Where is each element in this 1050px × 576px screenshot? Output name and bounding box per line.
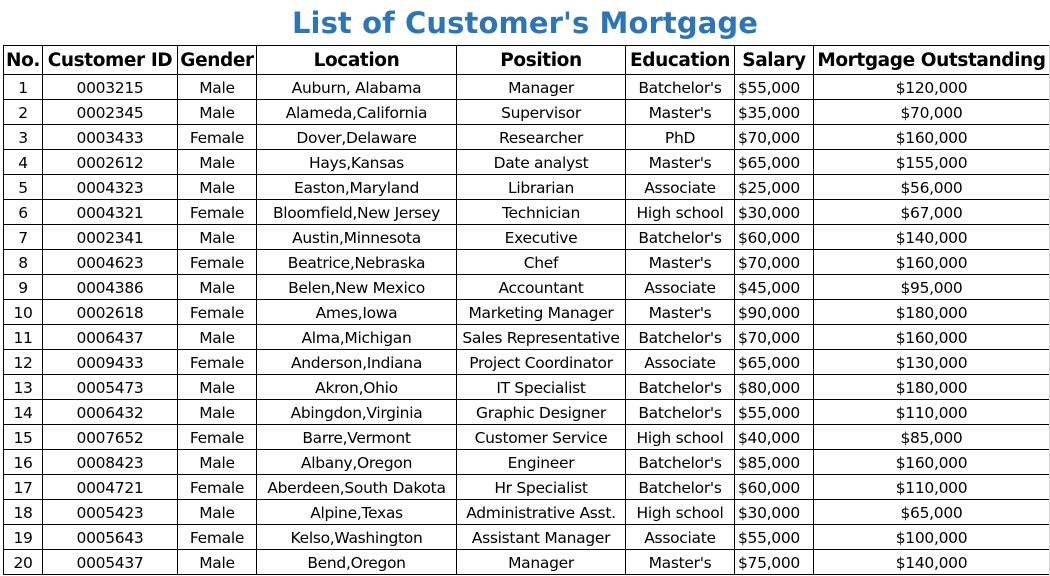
cell-position[interactable]: Librarian: [457, 175, 626, 200]
cell-salary[interactable]: $30,000: [735, 200, 814, 225]
cell-gender[interactable]: Male: [178, 375, 257, 400]
cell-salary[interactable]: $90,000: [735, 300, 814, 325]
cell-customer-id[interactable]: 0002612: [43, 150, 178, 175]
table-row: [4, 525, 1050, 550]
cell-location[interactable]: Akron,Ohio: [257, 375, 457, 400]
sheet-title[interactable]: List of Customer's Mortgage: [291, 6, 759, 40]
cell-education[interactable]: Master's: [626, 550, 735, 575]
cell-no[interactable]: 10: [4, 300, 43, 325]
cell-position[interactable]: Manager: [457, 550, 626, 575]
cell-mortgage-outstanding[interactable]: $160,000: [814, 250, 1050, 275]
cell-gender[interactable]: Male: [178, 500, 257, 525]
table-row: [4, 550, 1050, 575]
cell-customer-id[interactable]: 0006432: [43, 400, 178, 425]
cell-mortgage-outstanding[interactable]: $100,000: [814, 525, 1050, 550]
cell-customer-id[interactable]: 0004321: [43, 200, 178, 225]
table-row: [4, 275, 1050, 300]
cell-location[interactable]: Aberdeen,South Dakota: [257, 475, 457, 500]
cell-salary[interactable]: $65,000: [735, 350, 814, 375]
cell-education[interactable]: Master's: [626, 100, 735, 125]
cell-location[interactable]: Belen,New Mexico: [257, 275, 457, 300]
cell-location[interactable]: Beatrice,Nebraska: [257, 250, 457, 275]
cell-customer-id[interactable]: 0002345: [43, 100, 178, 125]
cell-gender[interactable]: Female: [178, 525, 257, 550]
cell-education[interactable]: Batchelor's: [626, 475, 735, 500]
cell-location[interactable]: Barre,Vermont: [257, 425, 457, 450]
cell-gender[interactable]: Male: [178, 225, 257, 250]
cell-gender[interactable]: Male: [178, 100, 257, 125]
cell-location[interactable]: Auburn, Alabama: [257, 75, 457, 100]
cell-mortgage-outstanding[interactable]: $110,000: [814, 400, 1050, 425]
cell-customer-id[interactable]: 0002341: [43, 225, 178, 250]
cell-salary[interactable]: $25,000: [735, 175, 814, 200]
cell-no[interactable]: 6: [4, 200, 43, 225]
cell-position[interactable]: Executive: [457, 225, 626, 250]
cell-customer-id[interactable]: 0005473: [43, 375, 178, 400]
cell-no[interactable]: 12: [4, 350, 43, 375]
cell-no[interactable]: 15: [4, 425, 43, 450]
cell-salary[interactable]: $65,000: [735, 150, 814, 175]
cell-gender[interactable]: Female: [178, 200, 257, 225]
cell-location[interactable]: Abingdon,Virginia: [257, 400, 457, 425]
cell-education[interactable]: Associate: [626, 175, 735, 200]
cell-salary[interactable]: $30,000: [735, 500, 814, 525]
cell-no[interactable]: 7: [4, 225, 43, 250]
table-row: [4, 325, 1050, 350]
cell-education[interactable]: Batchelor's: [626, 450, 735, 475]
cell-mortgage-outstanding[interactable]: $56,000: [814, 175, 1050, 200]
cell-customer-id[interactable]: 0004386: [43, 275, 178, 300]
cell-education[interactable]: Batchelor's: [626, 225, 735, 250]
cell-no[interactable]: 16: [4, 450, 43, 475]
table-row: [4, 175, 1050, 200]
cell-no[interactable]: 1: [4, 75, 43, 100]
cell-mortgage-outstanding[interactable]: $95,000: [814, 275, 1050, 300]
cell-mortgage-outstanding[interactable]: $120,000: [814, 75, 1050, 100]
cell-gender[interactable]: Female: [178, 125, 257, 150]
cell-education[interactable]: Batchelor's: [626, 75, 735, 100]
cell-position[interactable]: Supervisor: [457, 100, 626, 125]
cell-education[interactable]: Master's: [626, 300, 735, 325]
cell-position[interactable]: Assistant Manager: [457, 525, 626, 550]
cell-gender[interactable]: Female: [178, 350, 257, 375]
cell-mortgage-outstanding[interactable]: $130,000: [814, 350, 1050, 375]
cell-salary[interactable]: $55,000: [735, 400, 814, 425]
cell-salary[interactable]: $75,000: [735, 550, 814, 575]
cell-location[interactable]: Alpine,Texas: [257, 500, 457, 525]
cell-mortgage-outstanding[interactable]: $65,000: [814, 500, 1050, 525]
cell-gender[interactable]: Female: [178, 425, 257, 450]
cell-customer-id[interactable]: 0007652: [43, 425, 178, 450]
cell-position[interactable]: Date analyst: [457, 150, 626, 175]
cell-salary[interactable]: $55,000: [735, 525, 814, 550]
cell-position[interactable]: Engineer: [457, 450, 626, 475]
cell-location[interactable]: Austin,Minnesota: [257, 225, 457, 250]
cell-salary[interactable]: $55,000: [735, 75, 814, 100]
cell-gender[interactable]: Male: [178, 175, 257, 200]
cell-location[interactable]: Bloomfield,New Jersey: [257, 200, 457, 225]
cell-education[interactable]: Associate: [626, 350, 735, 375]
cell-mortgage-outstanding[interactable]: $70,000: [814, 100, 1050, 125]
cell-location[interactable]: Bend,Oregon: [257, 550, 457, 575]
cell-education[interactable]: Batchelor's: [626, 325, 735, 350]
cell-no[interactable]: 4: [4, 150, 43, 175]
cell-gender[interactable]: Male: [178, 325, 257, 350]
cell-position[interactable]: Administrative Asst.: [457, 500, 626, 525]
header-no[interactable]: No.: [4, 46, 43, 75]
cell-no[interactable]: 9: [4, 275, 43, 300]
table-row: [4, 450, 1050, 475]
cell-location[interactable]: Kelso,Washington: [257, 525, 457, 550]
cell-location[interactable]: Hays,Kansas: [257, 150, 457, 175]
cell-education[interactable]: Master's: [626, 250, 735, 275]
cell-mortgage-outstanding[interactable]: $140,000: [814, 550, 1050, 575]
table-row: [4, 225, 1050, 250]
cell-customer-id[interactable]: 0004721: [43, 475, 178, 500]
cell-mortgage-outstanding[interactable]: $180,000: [814, 300, 1050, 325]
cell-position[interactable]: Hr Specialist: [457, 475, 626, 500]
cell-customer-id[interactable]: 0002618: [43, 300, 178, 325]
cell-position[interactable]: Technician: [457, 200, 626, 225]
cell-gender[interactable]: Male: [178, 150, 257, 175]
cell-salary[interactable]: $85,000: [735, 450, 814, 475]
cell-no[interactable]: 13: [4, 375, 43, 400]
cell-location[interactable]: Alameda,California: [257, 100, 457, 125]
cell-customer-id[interactable]: 0003433: [43, 125, 178, 150]
cell-location[interactable]: Dover,Delaware: [257, 125, 457, 150]
cell-mortgage-outstanding[interactable]: $160,000: [814, 450, 1050, 475]
cell-customer-id[interactable]: 0006437: [43, 325, 178, 350]
cell-location[interactable]: Alma,Michigan: [257, 325, 457, 350]
cell-location[interactable]: Easton,Maryland: [257, 175, 457, 200]
table-row: [4, 375, 1050, 400]
cell-no[interactable]: 8: [4, 250, 43, 275]
cell-position[interactable]: Marketing Manager: [457, 300, 626, 325]
table-row: [4, 500, 1050, 525]
cell-salary[interactable]: $40,000: [735, 425, 814, 450]
cell-position[interactable]: Sales Representative: [457, 325, 626, 350]
cell-customer-id[interactable]: 0003215: [43, 75, 178, 100]
cell-salary[interactable]: $45,000: [735, 275, 814, 300]
table-row: [4, 150, 1050, 175]
cell-position[interactable]: Manager: [457, 75, 626, 100]
cell-salary[interactable]: $70,000: [735, 325, 814, 350]
cell-education[interactable]: Associate: [626, 275, 735, 300]
cell-no[interactable]: 18: [4, 500, 43, 525]
cell-customer-id[interactable]: 0004323: [43, 175, 178, 200]
cell-customer-id[interactable]: 0004623: [43, 250, 178, 275]
cell-no[interactable]: 20: [4, 550, 43, 575]
table-row: [4, 250, 1050, 275]
mortgage-table: [3, 45, 1050, 575]
cell-position[interactable]: Graphic Designer: [457, 400, 626, 425]
header-mortgage-outstanding[interactable]: Mortgage Outstanding: [814, 46, 1050, 75]
header-row: [4, 46, 1050, 75]
table-row: [4, 425, 1050, 450]
cell-salary[interactable]: $60,000: [735, 225, 814, 250]
header-education[interactable]: Education: [626, 46, 735, 75]
cell-salary[interactable]: $80,000: [735, 375, 814, 400]
cell-gender[interactable]: Male: [178, 550, 257, 575]
cell-mortgage-outstanding[interactable]: $155,000: [814, 150, 1050, 175]
cell-mortgage-outstanding[interactable]: $160,000: [814, 325, 1050, 350]
cell-gender[interactable]: Female: [178, 250, 257, 275]
cell-education[interactable]: Master's: [626, 150, 735, 175]
cell-position[interactable]: Customer Service: [457, 425, 626, 450]
cell-education[interactable]: High school: [626, 200, 735, 225]
cell-education[interactable]: Batchelor's: [626, 400, 735, 425]
table-row: [4, 475, 1050, 500]
cell-gender[interactable]: Male: [178, 275, 257, 300]
cell-gender[interactable]: Male: [178, 450, 257, 475]
cell-gender[interactable]: Female: [178, 475, 257, 500]
cell-education[interactable]: High school: [626, 500, 735, 525]
cell-mortgage-outstanding[interactable]: $110,000: [814, 475, 1050, 500]
header-customer-id[interactable]: Customer ID: [43, 46, 178, 75]
cell-no[interactable]: 17: [4, 475, 43, 500]
cell-education[interactable]: Batchelor's: [626, 375, 735, 400]
header-position[interactable]: Position: [457, 46, 626, 75]
cell-customer-id[interactable]: 0005437: [43, 550, 178, 575]
header-location[interactable]: Location: [257, 46, 457, 75]
cell-position[interactable]: Accountant: [457, 275, 626, 300]
cell-gender[interactable]: Female: [178, 300, 257, 325]
cell-salary[interactable]: $60,000: [735, 475, 814, 500]
cell-position[interactable]: Project Coordinator: [457, 350, 626, 375]
cell-mortgage-outstanding[interactable]: $85,000: [814, 425, 1050, 450]
cell-no[interactable]: 3: [4, 125, 43, 150]
table-row: [4, 75, 1050, 100]
cell-education[interactable]: Associate: [626, 525, 735, 550]
table-row: [4, 100, 1050, 125]
cell-location[interactable]: Anderson,Indiana: [257, 350, 457, 375]
cell-no[interactable]: 11: [4, 325, 43, 350]
cell-no[interactable]: 19: [4, 525, 43, 550]
cell-mortgage-outstanding[interactable]: $140,000: [814, 225, 1050, 250]
header-salary[interactable]: Salary: [735, 46, 814, 75]
cell-no[interactable]: 14: [4, 400, 43, 425]
table-row: [4, 200, 1050, 225]
cell-customer-id[interactable]: 0008423: [43, 450, 178, 475]
cell-salary[interactable]: $70,000: [735, 250, 814, 275]
cell-mortgage-outstanding[interactable]: $160,000: [814, 125, 1050, 150]
cell-mortgage-outstanding[interactable]: $67,000: [814, 200, 1050, 225]
cell-gender[interactable]: Male: [178, 400, 257, 425]
cell-education[interactable]: PhD: [626, 125, 735, 150]
cell-position[interactable]: Researcher: [457, 125, 626, 150]
table-body: [4, 75, 1050, 575]
cell-no[interactable]: 2: [4, 100, 43, 125]
cell-education[interactable]: High school: [626, 425, 735, 450]
cell-gender[interactable]: Male: [178, 75, 257, 100]
cell-no[interactable]: 5: [4, 175, 43, 200]
cell-customer-id[interactable]: 0005643: [43, 525, 178, 550]
cell-mortgage-outstanding[interactable]: $180,000: [814, 375, 1050, 400]
header-gender[interactable]: Gender: [178, 46, 257, 75]
table-row: [4, 400, 1050, 425]
cell-location[interactable]: Ames,Iowa: [257, 300, 457, 325]
cell-salary[interactable]: $70,000: [735, 125, 814, 150]
cell-salary[interactable]: $35,000: [735, 100, 814, 125]
table-row: [4, 125, 1050, 150]
table-row: [4, 350, 1050, 375]
cell-customer-id[interactable]: 0005423: [43, 500, 178, 525]
cell-location[interactable]: Albany,Oregon: [257, 450, 457, 475]
cell-position[interactable]: IT Specialist: [457, 375, 626, 400]
cell-customer-id[interactable]: 0009433: [43, 350, 178, 375]
cell-position[interactable]: Chef: [457, 250, 626, 275]
table-row: [4, 300, 1050, 325]
